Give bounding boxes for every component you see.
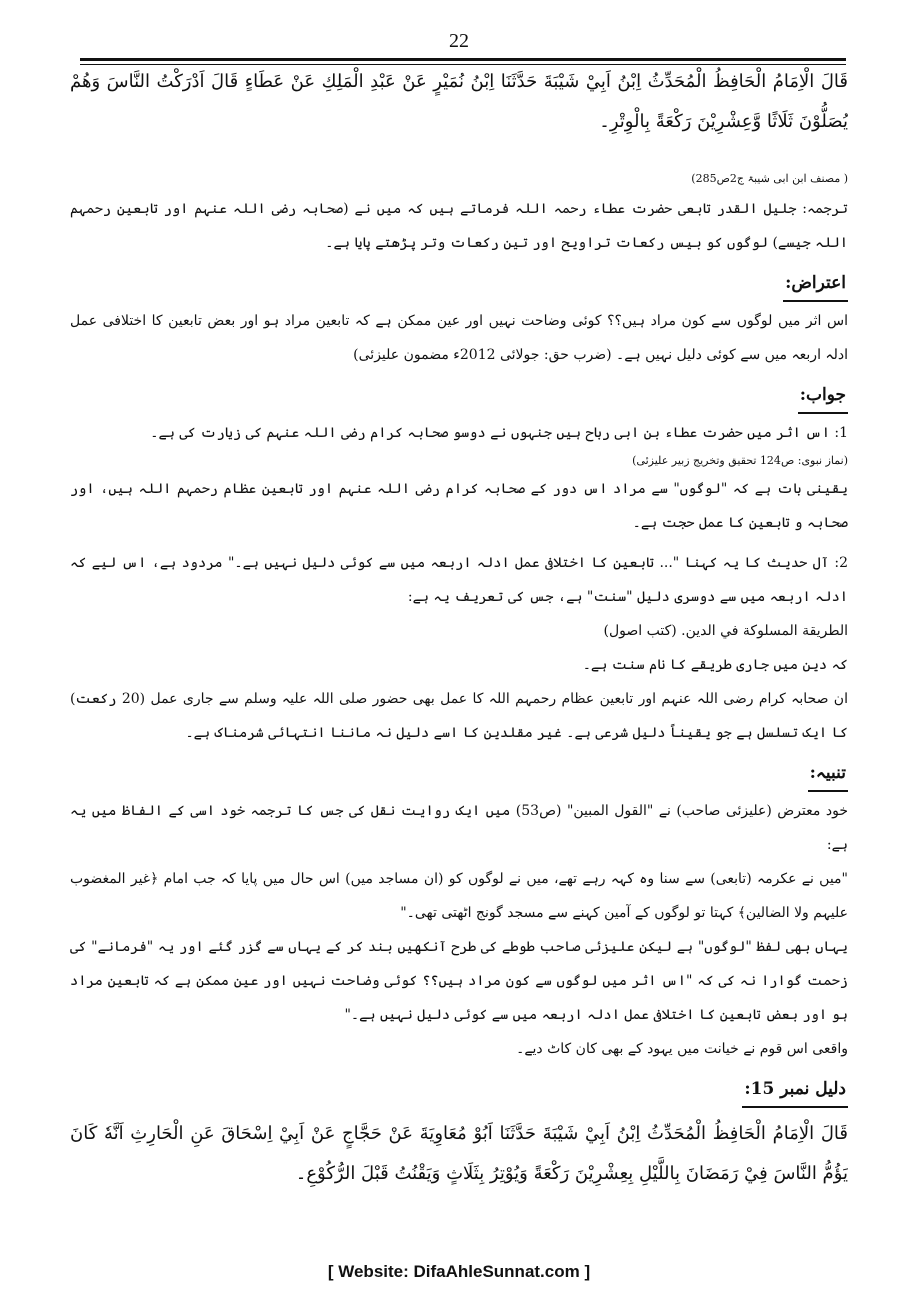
warning-heading: تنبیہ: [808, 758, 848, 792]
page-content [70, 62, 848, 1258]
header-rule [80, 58, 846, 61]
citation: ( مصنف ابن ابی شیبۃ ج2ص285) [691, 172, 848, 185]
warning-quote: "میں نے عکرمہ (تابعی) سے سنا وہ کہہ رہے تھے، میں نے لوگوں کو (ان مساجد میں) اس حال میں پایا کہ جب امام ﴿غیر المغضوب علیہم ولا الضالین﴾ کہتا تو لوگوں کے آمین کہنے سے مسجد گونج اٹھتی تھی۔" [70, 871, 848, 921]
warning-paragraph: واقعی اس قوم نے خیانت میں یہود کے بھی کان کاٹ دیے۔ [516, 1041, 848, 1057]
answer-heading: جواب: [798, 380, 848, 414]
arabic-narration: قَالَ الْاِمَامُ الْحَافِظُ الْمُحَدِّثُ اِبْنُ اَبِيْ شَيْبَةَ حَدَّثَنَا اِبْنُ نُمَيْرٍ عَنْ عَبْدِ الْمَلِكِ عَنْ عَطَاءٍ قَالَ اَدْرَكْتُ النَّاسَ وَهُمْ يُصَلُّوْنَ ثَلَاثًا وَّعِشْرِيْنَ رَكْعَةً بِالْوِتْرِ۔ [70, 71, 848, 132]
answer-heading-wrap [70, 380, 848, 414]
evidence-heading-wrap [70, 1074, 848, 1108]
answer-point-1: 1: اس اثر میں حضرت عطاء بن ابی رباح ہیں جنہوں نے دوسو صحابہ کرام رضی اللہ عنہم کی زیارت کی ہے۔ [150, 425, 848, 441]
warning-paragraph: یہاں بھی لفظ "لوگوں" ہے لیکن علیزئی صاحب طوطے کی طرح آنکھیں بند کر کے یہاں سے گزر گئے اور یہ "فرمانے" کی زحمت گوارا نہ کی کہ "اس اثر میں لوگوں سے کون مراد ہیں؟؟ کوئی وضاحت نہیں اور عین ممکن ہے کہ تابعین مراد ہو اور بعض تابعین کا اختلافی عمل ادلہ اربعہ میں سے کوئی دلیل نہیں ہے۔" [70, 939, 848, 1023]
definition-arabic: الطريقة المسلوكة في الدين. (كتب اصول) [603, 623, 848, 639]
answer-paragraph: یقینی بات ہے کہ "لوگوں" سے مراد اس دور کے صحابہ کرام رضی اللہ عنہم اور تابعین عظام رحمہم اللہ ہیں، اور صحابہ و تابعین کا عمل حجت ہے۔ [70, 481, 848, 531]
page-number: 22 [449, 30, 469, 52]
citation: (نماز نبوی: ص124 تحقیق وتخریج زبیر علیزئی) [632, 454, 848, 467]
answer-paragraph: کہ دین میں جاری طریقے کا نام سنت ہے۔ [582, 657, 848, 673]
answer-paragraph: ان صحابہ کرام رضی اللہ عنہم اور تابعین عظام رحمہم اللہ کا عمل بھی حضور صلی اللہ علیہ وسلم سے جاری عمل (20 رکعت) کا ایک تسلسل ہے جو یقیناً دلیل شرعی ہے۔ غیر مقلدین کا اسے دلیل نہ ماننا انتہائی شرمناک ہے۔ [70, 691, 848, 741]
answer-point-2: 2: آل حدیث کا یہ کہنا "... تابعین کا اختلافی عمل ادلہ اربعہ میں سے کوئی دلیل نہیں ہے۔" مردود ہے، اس لیے کہ ادلہ اربعہ میں سے دوسری دلیل "سنت" ہے، جس کی تعریف یہ ہے: [70, 555, 848, 605]
objection-text: اس اثر میں لوگوں سے کون مراد ہیں؟؟ کوئی وضاحت نہیں اور عین ممکن ہے کہ تابعین مراد ہو اور بعض تابعین کا اختلافی عمل ادلہ اربعہ میں سے کوئی دلیل نہیں ہے۔ (ضرب حق: جولائی 2012ء مضمون علیزئی) [70, 313, 848, 363]
warning-heading-wrap [70, 758, 848, 792]
evidence-15-heading: دلیل نمبر 15: [742, 1074, 848, 1108]
objection-heading-wrap [70, 268, 848, 302]
website-footer: [ Website: DifaAhleSunnat.com ] [327, 1262, 591, 1281]
objection-heading: اعتراض: [783, 268, 848, 302]
translation: ترجمہ: جلیل القدر تابعی حضرت عطاء رحمہ اللہ فرماتے ہیں کہ میں نے (صحابہ رضی اللہ عنہم اور تابعین رحمہم اللہ جیسے) لوگوں کو بیس رکعات تراویح اور تین رکعات وتر پڑھتے پایا ہے۔ [70, 201, 848, 251]
arabic-narration: قَالَ الْاِمَامُ الْحَافِظُ الْمُحَدِّثُ اِبْنُ اَبِيْ شَيْبَةَ حَدَّثَنَا اَبُوْ مُعَاوِيَةَ عَنْ حَجَّاجٍ عَنْ اَبِيْ اِسْحَاقَ عَنِ الْحَارِثِ اَنَّهٗ كَانَ يَؤُمُّ النَّاسَ فِيْ رَمَضَانَ بِاللَّيْلِ بِعِشْرِيْنَ رَكْعَةً وَيُوْتِرُ بِثَلَاثٍ وَيَقْنُتُ قَبْلَ الرُّكُوْعِ۔ [70, 1123, 848, 1184]
warning-paragraph: خود معترض (علیزئی صاحب) نے "القول المبین" (ص53) میں ایک روایت نقل کی جس کا ترجمہ خود اسی کے الفاظ میں یہ ہے: [70, 803, 848, 853]
